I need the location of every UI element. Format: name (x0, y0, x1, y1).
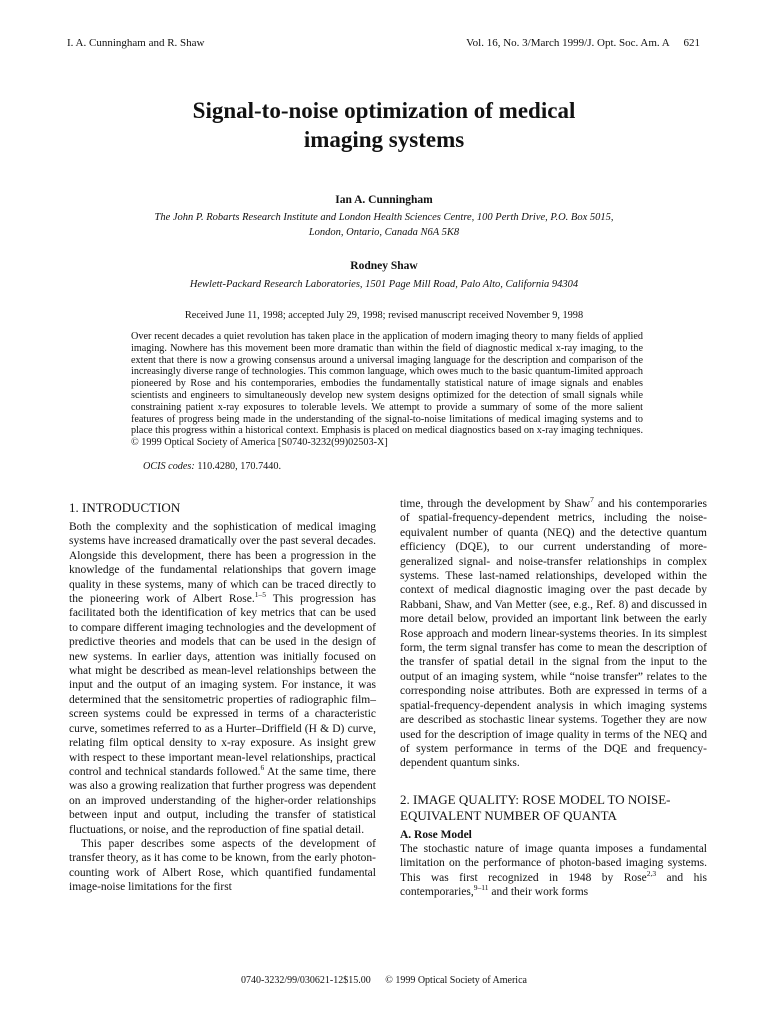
author-name-1: Ian A. Cunningham (335, 194, 433, 206)
citation-sup: 2,3 (646, 868, 657, 878)
page-footer (0, 975, 768, 987)
affiliation-1-line-2: London, Ontario, Canada N6A 5K8 (308, 227, 460, 238)
running-header-authors: I. A. Cunningham and R. Shaw (67, 37, 205, 49)
journal-citation: Vol. 16, No. 3/March 1999/J. Opt. Soc. Am. A (466, 37, 670, 49)
footer-code: 0740-3232/99/030621-12$15.00 (241, 975, 371, 986)
intro-paragraph-2: This paper describes some aspects of the development of transfer theory, as it has come to be known, from the early photon-counting work of Albert Rose, which quantified fundamental image-noise limitations for the first (69, 837, 376, 894)
author-name-2: Rodney Shaw (350, 260, 418, 272)
author-affiliation-2: Hewlett-Packard Research Laboratories, 1501 Page Mill Road, Palo Alto, California 94304 (189, 279, 579, 290)
footer-copyright: © 1999 Optical Society of America (385, 975, 527, 986)
right-column (400, 497, 707, 899)
affiliation-1-line-1: The John P. Robarts Research Institute and London Health Sciences Centre, 100 Perth Drive, P.O. Box 5015, (154, 212, 614, 223)
citation-sup: 6 (260, 763, 265, 773)
citation-sup: 1–5 (254, 590, 266, 600)
abstract: Over recent decades a quiet revolution has taken place in the application of modern imaging theory to many fields of applied imaging. Nowhere has this movement been more dramatic than within the field of diagnostic medical x-ray imaging, to the extent that there is now a growing consensus around a universal imaging language for the description and comparison of the increasingly diverse range of technologies. This common language, which owes much to the basic quantum-limited approach pioneered by Rose and his contemporaries, embodies the fundamentally statistical nature of image signals and enables scientists and engineers to simultaneously develop new system designs optimized for the detection of small signals while constraining patient x-ray exposures to tolerable levels. We attempt to provide a summary of some of the more salient features of progress being made in the understanding of the signal-to-noise limitations of medical imaging systems and to place this progress within a historical context. Emphasis is placed on medical diagnostics based on x-ray imaging techniques. © 1999 Optical Society of America [S0740-3232(99)02503-X] (131, 331, 643, 449)
left-column (69, 500, 376, 895)
running-header-journal (466, 36, 700, 50)
citation-sup: 7 (590, 495, 594, 505)
title-line-1: Signal-to-noise optimization of medical (192, 98, 576, 123)
subsection-heading-rose-model: A. Rose Model (400, 828, 472, 841)
paper-title (0, 96, 768, 154)
rose-model-paragraph: The stochastic nature of image quanta imposes a fundamental limitation on the performance of photon-based imaging systems. This was first recognized in 1948 by Rose$^{2,3}$ and his contemporaries,$^{9-11}$ and their work forms (400, 842, 707, 898)
section-heading-image-quality: 2. IMAGE QUALITY: ROSE MODEL TO NOISE-EQUIVALENT NUMBER OF QUANTA (400, 791, 671, 823)
ocis-label: OCIS codes: (143, 461, 195, 472)
intro-paragraph-continued: time, through the development by Shaw$^7$ and his contemporaries of spatial-frequency-dependent metrics, including the noise-equivalent number of quanta (NEQ) and the detective quantum efficiency (DQE), to our current understanding of more-generalized signal- and noise-transfer relationships in complex systems. These last-named relationships, developed within the context of medical diagnostic imaging over the past decade by Rabbani, Shaw, and Van Metter (see, e.g., Ref. 8) and discussed in more detail below, provided an important link between the early Rose approach and modern linear-systems theories. In its simplest form, the term signal transfer has come to mean the description of the transfer of spatial detail in the signal from the input to the output of an imaging system, while “noise transfer” relates to the corresponding noise attributes. Both are expressed in terms of a spatial-frequency-dependent analysis in which imaging systems are described as stochastic linear systems. Together they are now used for the description of image quality in terms of the NEQ and of system performance in terms of the DQE and frequency-dependent quantum sinks. (400, 495, 707, 770)
section-heading-introduction: 1. INTRODUCTION (69, 500, 181, 515)
citation-sup: 9–11 (473, 883, 489, 893)
ocis-values: 110.4280, 170.7440. (197, 461, 281, 472)
received-dates: Received June 11, 1998; accepted July 29, 1998; revised manuscript received November 9, 1998 (184, 310, 584, 321)
author-affiliation-1 (0, 210, 768, 240)
intro-paragraph-1: Both the complexity and the sophistication of medical imaging systems have increased dramatically over the past several decades. Alongside this development, there has been a progression in the knowledge of the fundamental relationships that govern image quality in these systems, many of which can be traced directly to the pioneering work of Albert Rose.$^{1-5}$ This progression has facilitated both the identification of key metrics that can be used to compare different imaging technologies and the development of predictive theories and models that can be used in the design of new systems. In earlier days, attention was initially focused on what might be described as mean-level relationships between the input and the output of an imaging system. For instance, it was determined that the sensitometric properties of radiographic film–screen systems could be expressed in terms of a characteristic curve, sometimes referred to as a Hurter–Driffield (H & D) curve, relating film optical density to x-ray exposure. As insight grew with respect to these important mean-level relationships, practical control and technical standards followed.$^6$ At the same time, there was also a growing realization that further progress was dependent on an improved understanding of the higher-order relationships between input and output, including the transfer of statistical fluctuations, or noise, and the reproduction of fine spatial detail. (69, 521, 377, 836)
page-number: 621 (683, 37, 700, 49)
ocis-codes (143, 461, 281, 473)
title-line-2: imaging systems (303, 127, 465, 152)
